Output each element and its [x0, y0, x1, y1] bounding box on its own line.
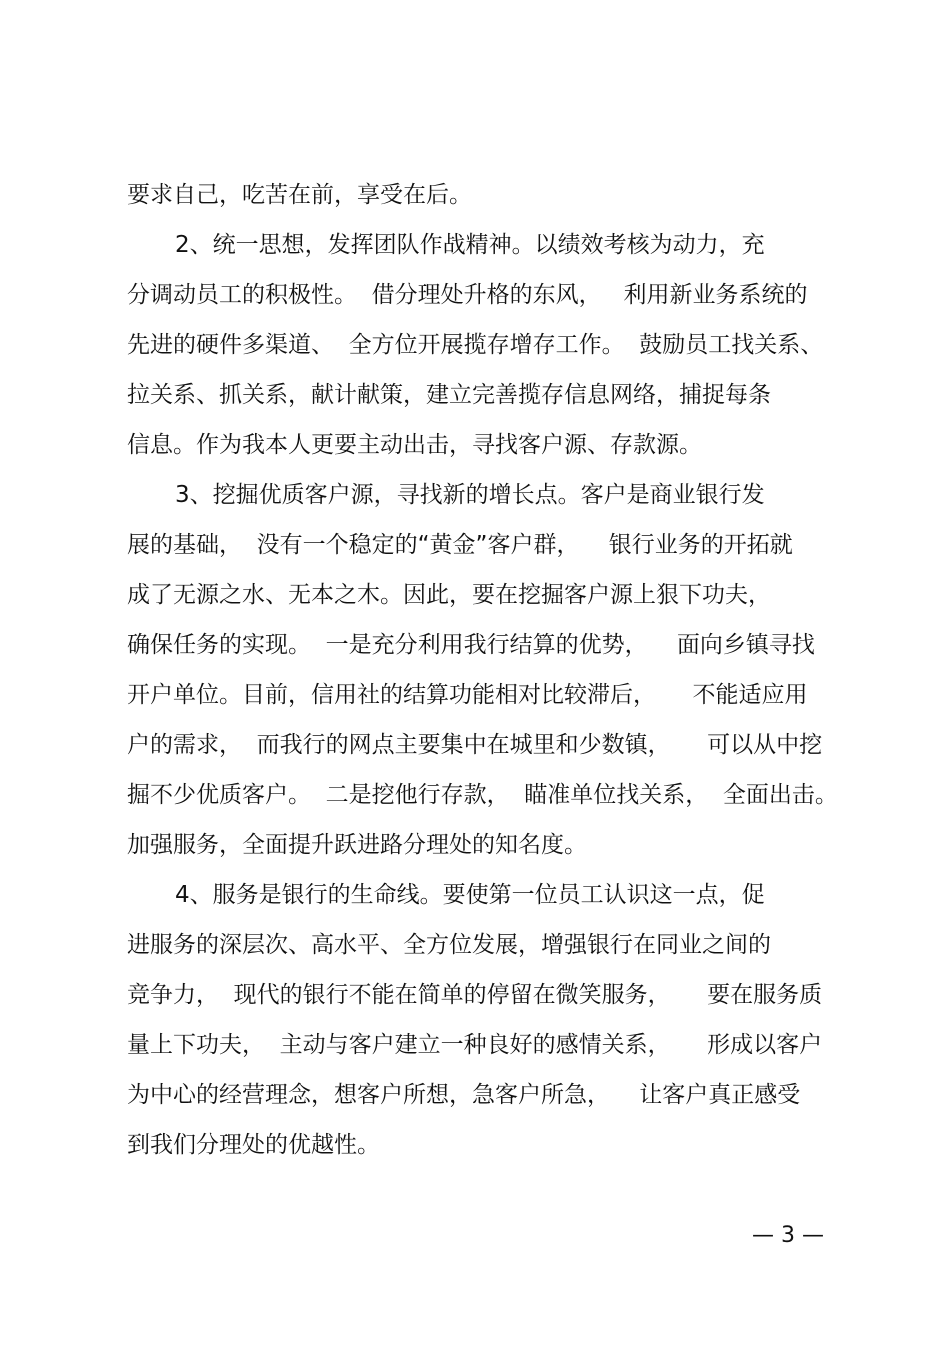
text-line: 户的需求， 而我行的网点主要集中在城里和少数镇， 可以从中挖 — [127, 732, 823, 758]
text-line: 成了无源之水、无本之木。因此，要在挖掘客户源上狠下功夫， — [127, 582, 771, 608]
page-number: — 3 — — [752, 1223, 824, 1248]
text-line: 信息。作为我本人更要主动出击，寻找客户源、存款源。 — [127, 432, 702, 458]
text-line: 4、服务是银行的生命线。要使第一位员工认识这一点，促 — [175, 882, 765, 908]
text-line: 展的基础， 没有一个稳定的“黄金”客户群， 银行业务的开拓就 — [127, 532, 793, 558]
text-line: 2、统一思想，发挥团队作战精神。以绩效考核为动力，充 — [175, 232, 765, 258]
text-line: 到我们分理处的优越性。 — [127, 1132, 380, 1158]
text-line: 拉关系、抓关系，献计献策，建立完善揽存信息网络，捕捉每条 — [127, 382, 771, 408]
text-line: 3、挖掘优质客户源，寻找新的增长点。客户是商业银行发 — [175, 482, 765, 508]
text-line: 开户单位。目前，信用社的结算功能相对比较滞后， 不能适应用 — [127, 682, 808, 708]
text-line: 为中心的经营理念，想客户所想，急客户所急， 让客户真正感受 — [127, 1082, 801, 1108]
text-line: 竞争力， 现代的银行不能在简单的停留在微笑服务， 要在服务质 — [127, 982, 823, 1008]
text-line: 分调动员工的积极性。 借分理处升格的东风， 利用新业务系统的 — [127, 282, 808, 308]
text-line: 加强服务，全面提升跃进路分理处的知名度。 — [127, 832, 587, 858]
text-line: 量上下功夫， 主动与客户建立一种良好的感情关系， 形成以客户 — [127, 1032, 823, 1058]
text-line: 掘不少优质客户。 二是挖他行存款， 瞄准单位找关系， 全面出击。 — [127, 782, 838, 808]
text-line: 先进的硬件多渠道、 全方位开展揽存增存工作。 鼓励员工找关系、 — [127, 332, 824, 358]
text-line: 要求自己，吃苦在前，享受在后。 — [127, 182, 472, 208]
text-line: 进服务的深层次、高水平、全方位发展，增强银行在同业之间的 — [127, 932, 771, 958]
text-line: 确保任务的实现。 一是充分利用我行结算的优势， 面向乡镇寻找 — [127, 632, 815, 658]
